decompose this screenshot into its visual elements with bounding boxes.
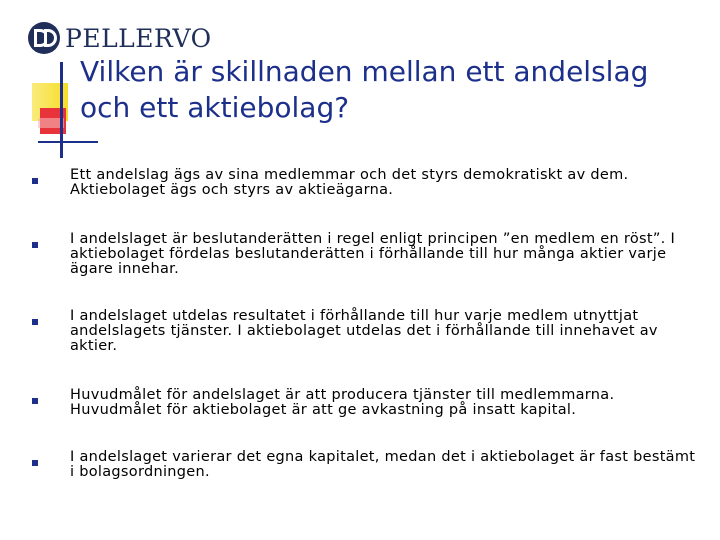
list-item [32, 450, 702, 480]
square-bullet-icon [32, 460, 38, 466]
bullet-text: Huvudmålet för andelslaget är att producera tjänster till medlemmarna. Huvudmålet för aktiebolaget är att ge avkastning på insatt kapital. [70, 387, 615, 418]
bullet-text: I andelslaget är beslutanderätten i regel enligt principen ”en medlem en röst”. I aktiebolaget fördelas beslutanderätten i förhållande till hur många aktier varje ägare innehar. [70, 231, 676, 277]
bullet-text: Ett andelslag ägs av sina medlemmar och det styrs demokratiskt av dem. Aktiebolaget ägs och styrs av aktieägarna. [70, 167, 629, 198]
list-item [32, 388, 702, 418]
square-bullet-icon [32, 398, 38, 404]
list-item [32, 168, 702, 198]
title-line-2: och ett aktiebolag? [80, 91, 350, 124]
slide-title [80, 54, 700, 126]
logo-text: PELLERVO [65, 23, 212, 53]
title-line-1: Vilken är skillnaden mellan ett andelslag [80, 55, 649, 88]
square-bullet-icon [32, 242, 38, 248]
square-bullet-icon [32, 319, 38, 325]
list-item [32, 232, 702, 277]
list-item [32, 309, 702, 354]
square-bullet-icon [32, 178, 38, 184]
bullet-text: I andelslaget utdelas resultatet i förhållande till hur varje medlem utnyttjat andelslagets tjänster. I aktiebolaget utdelas det i förhållande till innehavet av aktier. [70, 308, 658, 354]
bullet-text: I andelslaget varierar det egna kapitalet, medan det i aktiebolaget är fast bestämt i bolagsordningen. [70, 449, 696, 480]
